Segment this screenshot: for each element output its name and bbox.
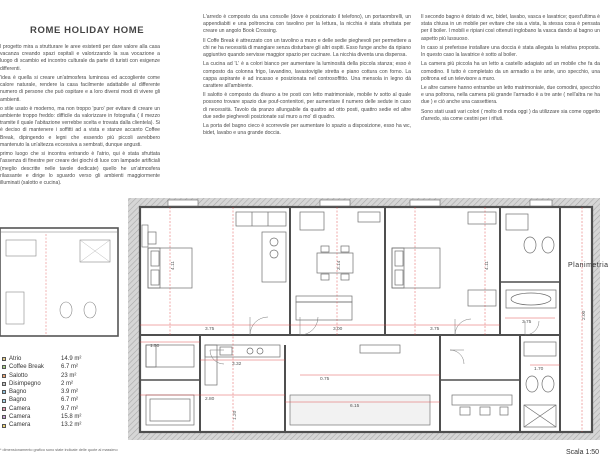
dimension-label: 1.20 [233,410,238,420]
dimension-label: 3.14 [337,260,342,270]
paragraph: La camera più piccola ha un letto a castello adagiato ad un mobile che fa da comodino. Il tutto è completato da un armadio a tre ante, uno specchio, una poltrona ed un televisore a muro. [421,61,600,82]
dimension-label: 6.15 [350,404,360,409]
legend-room-name: Salotto [9,372,28,379]
paragraph: primo luogo che si incontra entrando è l'atrio, qui è stata sfruttata l'assenza di finestre per creare dei giochi di luce con lampade artificiali (meglio descritte nelle tavole dedicate) quello he un'atmosfera rilassante e dirige lo sguardo verso gli ambienti maggiormente illuminati (salotto e cucina). [0,151,160,186]
legend-room-name: Disimpegno [9,380,41,387]
legend-room-area: 6.7 m² [61,397,79,404]
legend-row [2,413,81,421]
legend-swatch [2,407,6,411]
scale-label: Scala 1:50 [566,449,600,456]
legend-swatch [2,415,6,419]
legend-row [2,372,81,380]
paragraph: La cucina ad 'L' è a colori bianco per aumentare la luminosità della piccola stanza; esso è composto da colonna frigo, lavandino, lavastoviglie stretta e piano cottura con forno. La cappa aspirante è ad incasso e posizionata nel controsoffitto. Una mensola in legno dà carattere all'ambiente. [203,61,411,89]
legend-row [2,421,81,429]
legend-swatch [2,382,6,386]
legend-room-area: 6.7 m² [61,364,79,371]
paragraph: Il salotto è composto da divano a tre posti con letto matrimoniale, mobile tv sotto al quale possono trovare spazio due pouf-contenitori, per aumentare il numero delle sedute in caso di necessità. Tavolo da pranzo allungabile da quattro ad otto posti, quattro sedie ed altre due sedie pieghevoli posizionate sul muro a mo' di quadro. [203,92,411,120]
dimension-label: 1.50 [150,344,160,349]
legend-swatch [2,390,6,394]
legend-row [2,388,81,396]
legend-row [2,405,81,413]
legend-row [2,355,81,363]
dimension-label: 3.75 [205,327,215,332]
paragraph: Sono stati usati vari colori ( molto di moda oggi ) da utilizzare sia come oggetto d'arredo, sia come cestini per i rifiuti. [421,108,600,122]
partial-plan-left [0,228,118,336]
legend-footnote: * dimensionamento grafico sono state indicate delle quote al massimo [0,448,118,452]
legend-swatch [2,424,6,428]
legend-swatch [2,374,6,378]
legend-room-area: 14.9 m² [61,356,82,362]
legend-swatch [2,399,6,403]
legend-room-area: 13.2 m² [61,422,82,429]
legend-room-area: 9.7 m² [61,405,79,412]
legend-row [2,363,81,371]
dimension-label: 4.11 [171,261,176,270]
dimension-label: 2.00 [582,310,587,320]
legend-room-area: 2 m² [61,380,73,387]
legend-room-name: Camera [9,422,31,429]
dimension-label: 2.80 [205,397,215,402]
paragraph: In caso si preferisse installare una doccia è stata allegata la relativa proposta. In questo caso la lavatrice è sotto al boiler. [421,44,600,59]
paragraph: 'idea è quella si creare un'atmosfera luminosa ed accogliente come calore naturale, rendere la casa facilmente adattabile al differente numero di persone che può ospitare e a loro diversi modi di vivere gli ambienti. [0,74,160,103]
dimension-label: 1.70 [534,367,544,372]
legend-room-name: Camera [9,405,31,412]
paragraph: La porta del bagno cieco è scorrevole per aumentare lo spazio a disposizione, esso ha wc, bidet, lavabo e una grande doccia. [203,123,411,137]
legend-room-name: Bagno [9,397,27,404]
dimension-label: 0.75 [320,377,330,382]
legend-swatch [2,357,6,361]
paragraph: Il Coffe Break è attrezzato con un tavolino a muro e delle sedie pieghevoli per permettere a chi ne ha necessità di mangiare senza disturbare gli altri ospiti. Esso funge anche da ripiano aggiuntivo quando servisse maggior spazio per cucinare. La nicchia diventa una dispensa. [203,37,411,59]
dimension-label: 3.75 [522,320,532,325]
paragraph: l progetto mira a strutturare le aree esistenti per dare valore alla casa vacanza creando spazi ospitali e valorizzando la sua vocazione a luogo di scambio ed incontro culturale da parte di turisti con esigenze differenti. [0,44,160,72]
dimension-label: 3.75 [430,327,440,332]
plan-title: Planimetria [568,262,609,269]
page-title: ROME HOLIDAY HOME [30,25,145,36]
dimension-label: 3.00 [333,327,343,332]
legend-room-name: Bagno [9,389,27,396]
room-legend [2,355,81,430]
paragraph: o stile usato è moderno, ma non troppo 'puro' per evitare di creare un ambiente troppo freddo: difficile da valorizzare in fotografia ( il mezzo tramite il quale l'abitazione verrebbe scelta e trovata dalla clientela). Si è deciso di mantenere i soffitti ad a vista e stanze accanto Coffee Break, dipingendo e legni che essendo più piccoli avrebbero mantenuto la un'altezza eccessiva a sembrati, dunque angusti. [0,105,160,148]
dimension-label: 4.11 [485,261,490,270]
legend-row [2,396,81,404]
dimension-label: 3.32 [232,362,242,367]
legend-room-name: Atrio [9,356,22,362]
legend-room-area: 15.8 m² [61,414,82,421]
legend-room-name: Camera [9,414,31,421]
legend-row [2,380,81,388]
legend-room-area: 23 m² [61,372,77,379]
paragraph: L'arredo è composto da una consolle (dove è posizionato il telefono), un portaombrelli, un appendiabiti e una poltroncina con tavolino per la lettura, la nicchia è stata sfruttata per creare un angolo Book Crossing. [203,14,411,35]
paragraph: Il secondo bagno è dotato di wc, bidet, lavabo, vasca e lavatrice; quest'ultima è stata chiusa in un mobile per evitare che sia a vista, la stessa cosa è pensata per il boiler. I mobili e ripiani così ottenuti inglobano la vasca dando al bagno un aspetto più lussuoso. [421,14,600,42]
legend-room-area: 3.9 m² [61,389,79,396]
legend-room-name: Coffee Break [9,364,44,371]
paragraph: Le altre camere hanno entrambe un letto matrimoniale, due comodini, specchio e una poltrona, nella camera più grande l'armadio è a tre ante ( nell'altra ne ha due ) e ciò anche una cassettiera. [421,84,600,106]
legend-swatch [2,365,6,369]
